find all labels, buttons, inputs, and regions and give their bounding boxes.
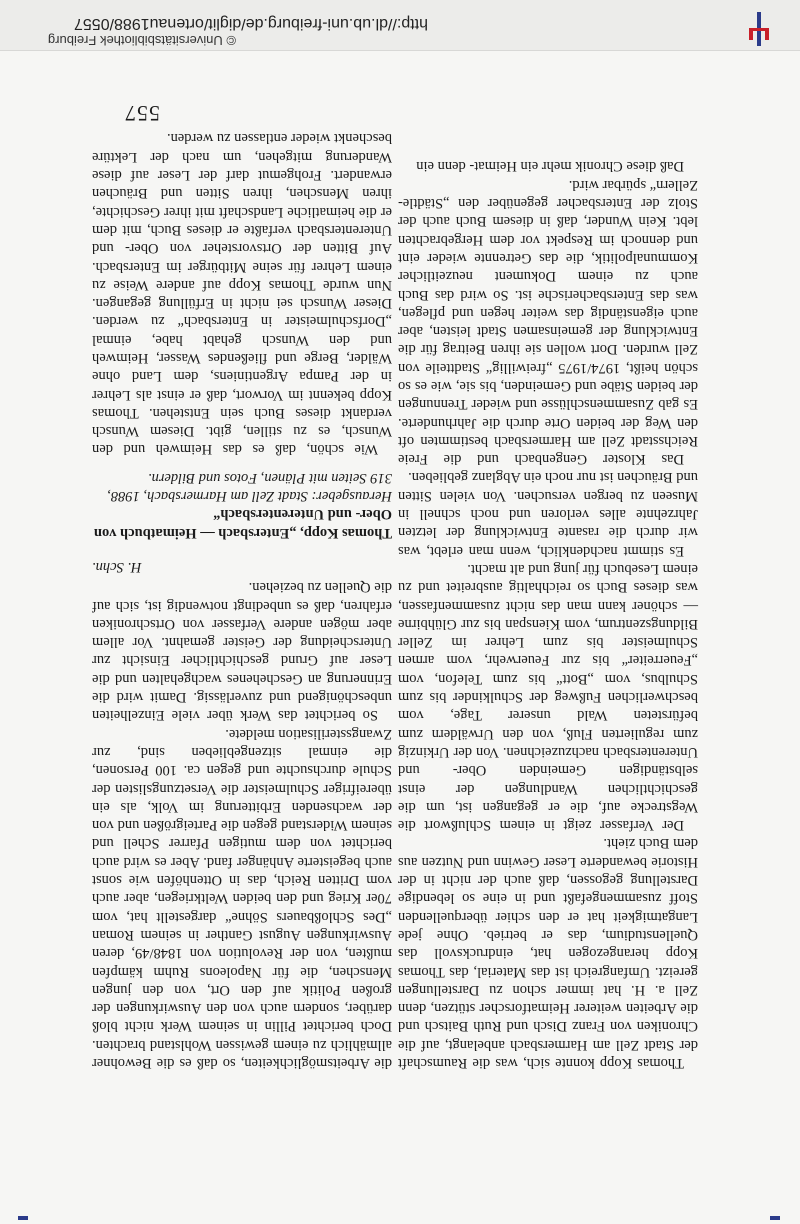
paragraph: Der Verfasser zeigt in einem Schlußwort die Wegstrecke auf, die er gegangen ist, um die geschichtlichen Wandlungen der einst selbständigen Gemeinden Ober- und Unterentersbach nachzuzeichnen. Von der Urkinzig zum regulierten Fluß, von den Urwäldern zum befürsteten Wald unserer Tage, vom beschwerlichen Fußweg der Schulkinder bis zum Schulbus, vom „Bott“ bis zum Telefon, vom „Feuerreiter“ bis zur Feuerwehr, vom armen Schulmeister bis zum Lehrer im Zeller Bildungszentrum, vom Kienspan bis zur Glühbirne — schöner kann man das nicht zusammenfassen, was dieses Buch so reichhaltig ausbreitet und zu einem Lesebuch für jung und alt macht. [398, 560, 698, 834]
source-url-link[interactable]: http://dl.ub.uni-freiburg.de/diglit/ortenau1988/0557 [73, 15, 428, 32]
footer-bar [0, 0, 800, 51]
paragraph: So berichtet das Werk über viele Einzelheiten unbeschönigend und zuverlässig. Damit wird die Erinnerung an Geschehenes wachgehalten und die Leser auf Grund geschichtlicher Einsicht zur Unterscheidung der Geister gemahnt. Vor allem aber mögen andere Verfasser von Ortschroniken erfahren, daß es unbedingt notwendig ist, sich auf die Quellen zu beziehen. [92, 579, 392, 724]
text-column-left [398, 157, 698, 1072]
paragraph: Daß diese Chronik mehr ein Heimat- denn ein [416, 158, 684, 175]
paragraph: Es stimmt nachdenklich, wenn man erlebt, was wir durch die rasante Entwicklung der letzten Jahrzehnte alles verloren und noch schnell in Museen zu bergen versuchen. Von vielen Sitten und Bräuchen ist nur noch ein Abglanz geblieben. [398, 469, 698, 559]
paragraph: Das Kloster Gengenbach und die Freie Reichsstadt Zell am Harmersbach bestimmten oft den Weg der beiden Orte durch die Jahrhunderte. Es gab Zusammenschlüsse und wieder Trennungen der beiden Stäbe und Gemeinden, bis sie, wie es so schön heißt, 1974/1975 „freiwillig“ Stadtteile von Zell wurden. Dort wollen sie ihren Beitrag für die Entwicklung der gemeinsamen Stadt leisten, aber auch eigenständig das weiter hegen und pflegen, was das Entersbacherische ist. So wird das Buch auch zu einem Dokument neuzeitlicher Kommunalpolitik, die das Getrennte wieder eint und dennoch im Respekt vor dem Hergebrachten lebt. Kein Wunder, daß in diesem Buch auch der Stolz der Entersbacher gegenüber den „Städtle-Zellern“ spürbar wird. [398, 176, 698, 468]
copyright-notice: © Universitätsbibliothek Freiburg [47, 33, 236, 48]
paragraph: die Arbeitsmöglichkeiten, so daß es die Bewohner allmählich zu einem gewissen Wohlstand brachten. Doch berichtet Pillin in seinem Werk nicht bloß darüber, sondern auch von den Auswirkungen der großen Politik auf den Ort, von den jungen Menschen, die für Napoleons Ruhm kämpfen mußten, von der Revolution von 1848/49, deren Auswirkungen August Ganther in seinem Roman „Des Schloßbauers Söhne“ dargestellt hat, vom 70er Krieg und den beiden Weltkriegen, aber auch vom Dritten Reich, das in Ottenhöfen wie sonst auch begeisterte Anhänger fand. Aber es wird auch berichtet von dem mutigen Pfarrer Schell und seinem Widerstand gegen die Parteigrößen und von der wachsenden Erbitterung im Volk, als ein übereifriger Schulmeister die Versetzungslisten der Schule durchsuchte und gegen ca. 100 Personen, die einmal sitzengeblieben sind, zur Zwangssterilisation meldete. [92, 725, 392, 1071]
book-title: Thomas Kopp, „Entersbach — Heimatbuch von Ober- und Unterentersbach“ [93, 506, 392, 541]
text-column-right [92, 129, 392, 1072]
review-signature: H. Schn. [92, 558, 142, 575]
page-number: 557 [124, 101, 160, 126]
book-publication-info: Herausgeber: Stadt Zell am Harmersbach, 1988, 319 Seiten mit Plänen, Fotos und Bildern. [107, 469, 392, 505]
paragraph: Thomas Kopp konnte sich, was die Raumschaft der Stadt Zell am Harmersbach anbelangt, auf die Chroniken von Franz Disch und Ruth Baitsch und die Arbeiten weiterer Heimatforscher stützen, denn Zell a. H. hat immer schon zu Darstellungen gereizt. Umfangreich ist das Material, das Thomas Kopp herangezogen hat, eindrucksvoll das Quellenstudium, das er betrieb. Ohne jede Langatmigkeit hat er den schier überquellenden Stoff zusammengefaßt und in eine so lebendige Darstellung gegossen, daß auch der nicht in der Historie bewanderte Leser Gewinn und Nutzen aus dem Buch zieht. [398, 835, 698, 1071]
paragraph: Wie schön, daß es das Heimweh und den Wunsch, es zu stillen, gibt. Diesem Wunsch verdankt dieses Buch sein Entstehen. Thomas Kopp bekennt im Vorwort, daß er einst als Lehrer in der Pampa Argentiniens, dem Land ohne Wälder, Berge und fließendes Wasser, Heimweh und den Wunsch gehabt habe, einmal „Dorfschulmeister in Entersbach“ zu werden. Dieser Wunsch sei nicht in Erfüllung gegangen. Nun wurde Thomas Kopp auf andere Weise zu einem Lehrer für seine Mitbürger im Entersbach. Auf Bitten der Ortsvorsteher von Ober- und Unterentersbach verfaßte er dieses Buch, mit dem er die heimatliche Landschaft mit ihrer Geschichte, ihren Menschen, ihren Sitten und Bräuchen erwandert. Frohgemut darf der Leser auf diese Wanderung mitgehen, um nach der Lektüre beschenkt wieder entlassen zu werden. [92, 130, 392, 458]
edge-mark-left [770, 1216, 780, 1220]
edge-mark-right [18, 1216, 28, 1220]
university-library-logo-icon [746, 12, 772, 46]
